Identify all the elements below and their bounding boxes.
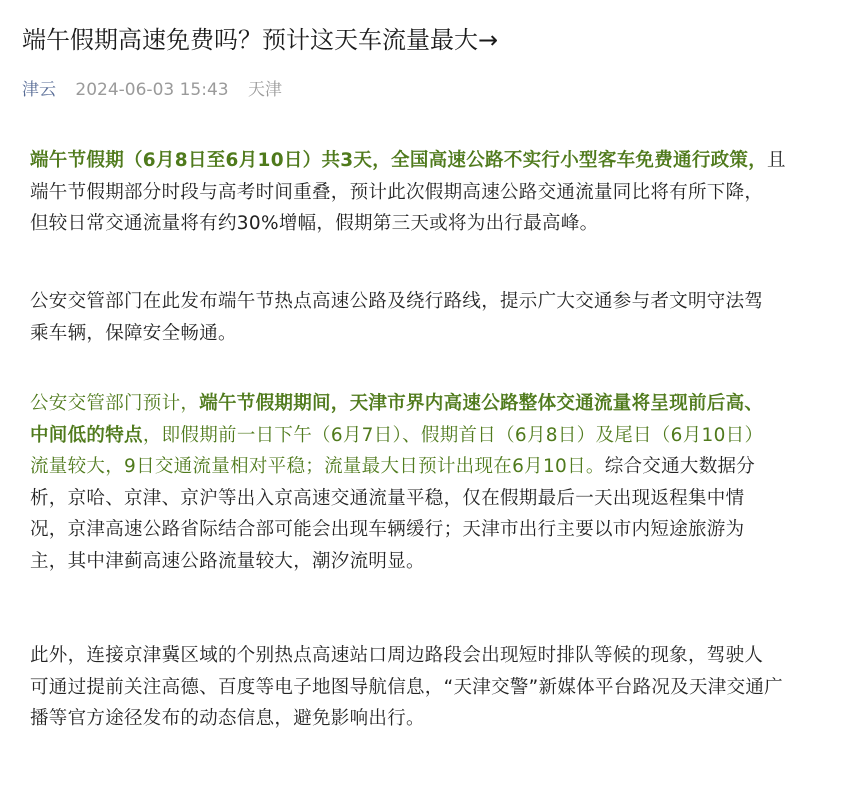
green-text: ，即假期前一日下午（6月7日）、假期首日（6月8日）及尾日（6月10日）: [142, 424, 764, 446]
paragraph-line: 此外，连接京津冀区域的个别热点高速站口周边路段会出现短时排队等候的现象，驾驶人: [30, 645, 764, 666]
source-link[interactable]: 津云: [22, 80, 56, 100]
location-label: 天津: [248, 80, 283, 100]
publish-datetime: 2024-06-03 15:43: [75, 80, 229, 100]
paragraph-3: [30, 388, 830, 577]
article-title: 端午假期高速免费吗？预计这天车流量最大→: [22, 26, 499, 54]
paragraph-line: 可通过提前关注高德、百度等电子地图导航信息，“天津交警”新媒体平台路况及天津交通广: [30, 676, 783, 698]
article-meta: [22, 78, 296, 102]
plain-text: 综合交通大数据分: [604, 456, 756, 477]
highlight-text: 中间低的特点: [30, 424, 143, 446]
paragraph-line: 主，其中津蓟高速公路流量较大，潮汐流明显。: [30, 550, 425, 572]
green-text: 流量较大，9日交通流量相对平稳；流量最大日预计出现在6月10日。: [30, 456, 605, 477]
paragraph-line: 析，京哈、京津、京沪等出入京高速交通流量平稳，仅在假期最后一天出现返程集中情: [30, 487, 745, 509]
paragraph-line: 端午节假期部分时段与高考时间重叠，预计此次假期高速公路交通流量同比将有所下降，: [30, 181, 764, 203]
paragraph-4: [30, 640, 830, 735]
paragraph-line: 公安交管部门在此发布端午节热点高速公路及绕行路线，提示广大交通参与者文明守法驾: [30, 291, 764, 312]
paragraph-line: 播等官方途径发布的动态信息，避免影响出行。: [30, 708, 425, 729]
paragraph-2: [30, 286, 830, 349]
paragraph-line: 但较日常交通流量将有约30%增幅，假期第三天或将为出行最高峰。: [30, 213, 599, 234]
green-text: 公安交管部门预计，: [30, 393, 200, 414]
paragraph-line: [30, 451, 830, 483]
paragraph-line: [30, 145, 830, 177]
paragraph-line: [30, 388, 830, 420]
paragraph-line: 乘车辆，保障安全畅通。: [30, 322, 237, 344]
plain-text: 且: [767, 150, 786, 171]
paragraph-line: [30, 420, 830, 452]
paragraph-line: 况，京津高速公路省际结合部可能会出现车辆缓行；天津市出行主要以市内短途旅游为: [30, 519, 745, 540]
highlight-text: 端午节假期期间，天津市界内高速公路整体交通流量将呈现前后高、: [199, 393, 764, 414]
paragraph-1: [30, 145, 830, 240]
highlight-text: 端午节假期（6月8日至6月10日）共3天，全国高速公路不实行小型客车免费通行政策，: [30, 150, 768, 171]
